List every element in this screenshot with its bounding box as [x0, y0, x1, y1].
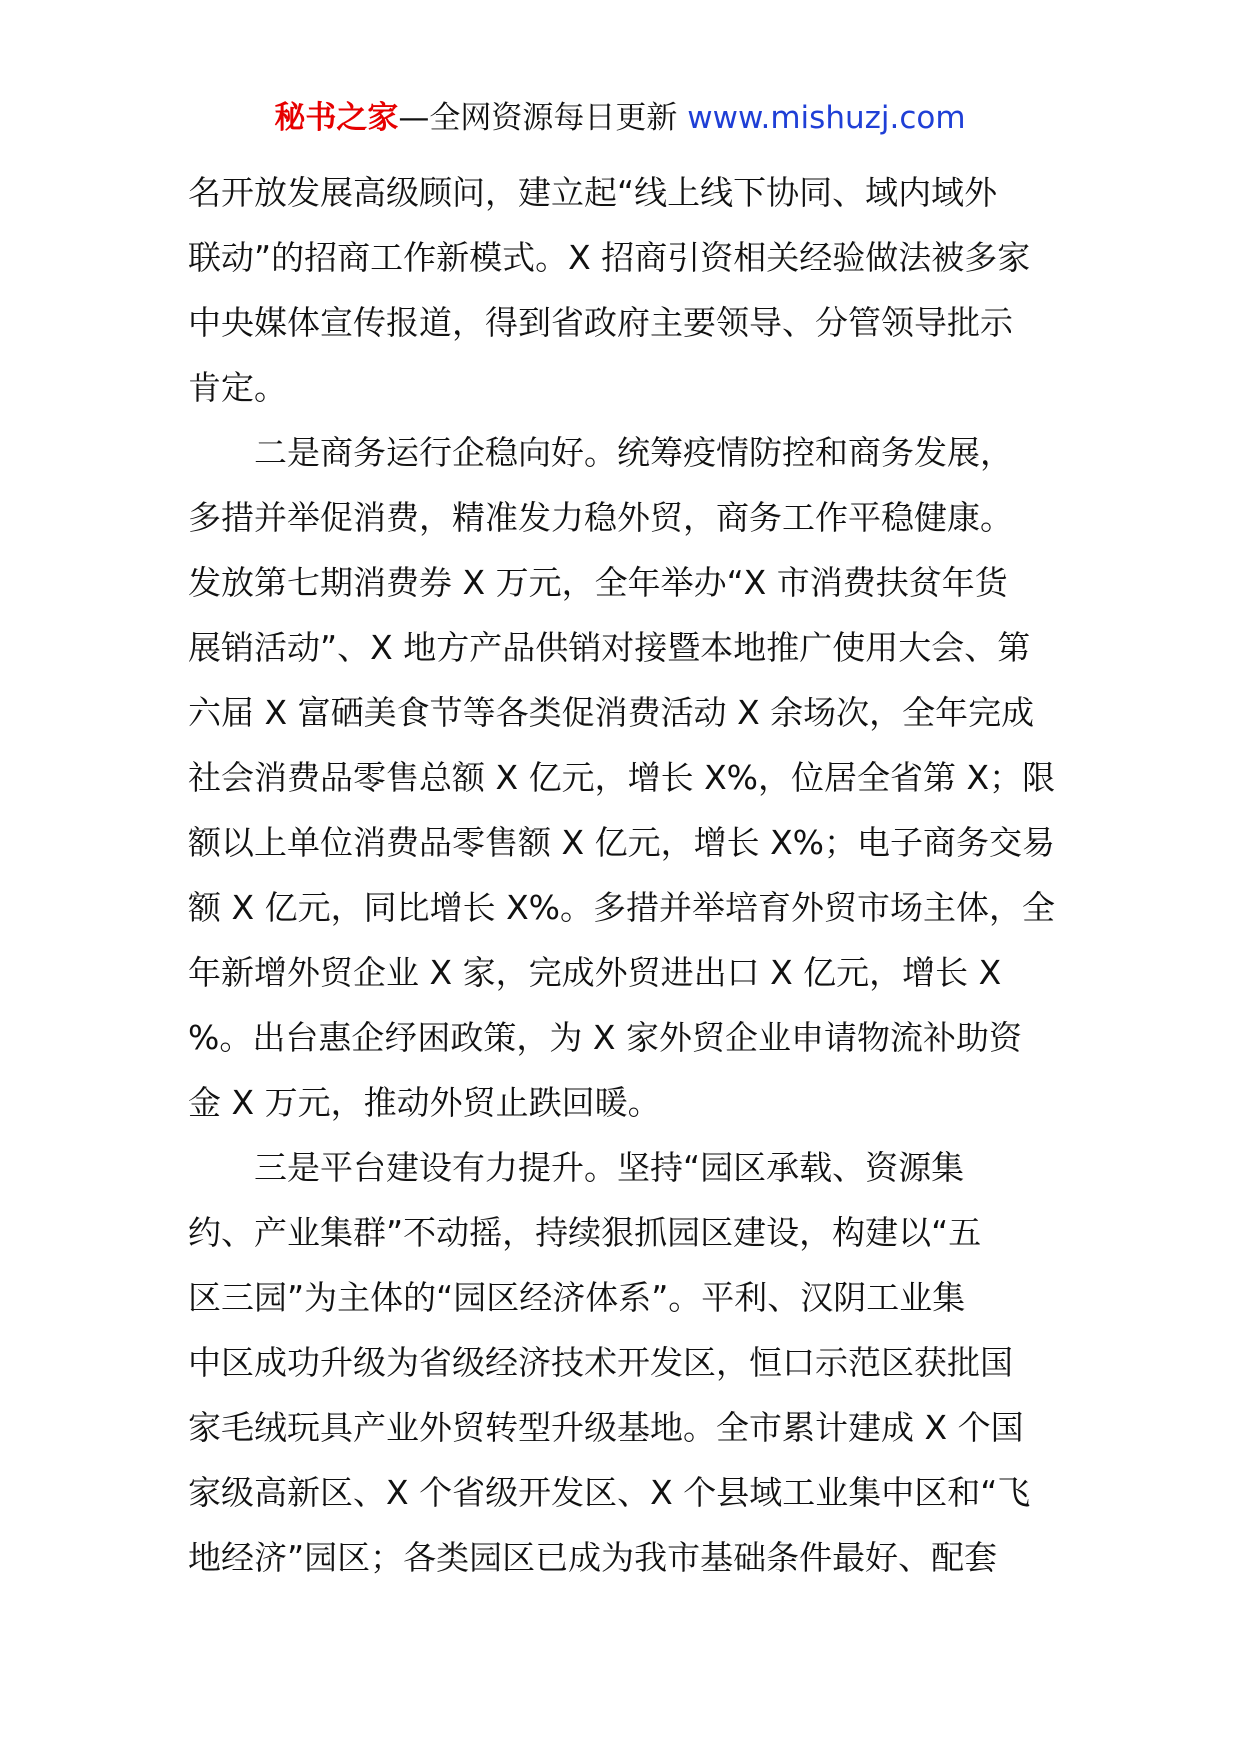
text-line: 联动”的招商工作新模式。X 招商引资相关经验做法被多家 — [188, 238, 1031, 277]
document-body — [188, 160, 1054, 1590]
text-line: 年新增外贸企业 X 家，完成外贸进出口 X 亿元，增长 X — [188, 953, 1002, 992]
text-line: 展销活动”、X 地方产品供销对接暨本地推广使用大会、第 — [188, 628, 1031, 667]
text-line: 六届 X 富硒美食节等各类促消费活动 X 余场次，全年完成 — [188, 693, 1035, 732]
text-line: 名开放发展高级顾问，建立起“线上线下协同、域内域外 — [188, 173, 998, 212]
site-brand: 秘书之家 — [274, 100, 399, 136]
text-line: 肯定。 — [188, 368, 287, 407]
text-line: 地经济”园区；各类园区已成为我市基础条件最好、配套 — [188, 1538, 998, 1577]
text-line: 中区成功升级为省级经济技术开发区，恒口示范区获批国 — [188, 1343, 1013, 1382]
paragraph-heading-line: 二是商务运行企稳向好。统筹疫情防控和商务发展， — [188, 433, 1013, 472]
site-url[interactable]: www.mishuzj.com — [687, 100, 966, 136]
text-line: 约、产业集群”不动摇，持续狠抓园区建设，构建以“五 — [188, 1213, 982, 1252]
text-line: 区三园”为主体的“园区经济体系”。平利、汉阴工业集 — [188, 1278, 966, 1317]
text-line: 家毛绒玩具产业外贸转型升级基地。全市累计建成 X 个国 — [188, 1408, 1024, 1447]
text-line: 家级高新区、X 个省级开发区、X 个县域工业集中区和“飞 — [188, 1473, 1031, 1512]
text-line: 额以上单位消费品零售额 X 亿元，增长 X%；电子商务交易 — [188, 823, 1056, 862]
text-line: 金 X 万元，推动外贸止跌回暖。 — [188, 1083, 661, 1122]
text-line: 发放第七期消费券 X 万元，全年举办“X 市消费扶贫年货 — [188, 563, 1008, 602]
paragraph-heading-line: 三是平台建设有力提升。坚持“园区承载、资源集 — [188, 1148, 965, 1187]
text-line: 多措并举促消费，精准发力稳外贸，商务工作平稳健康。 — [188, 498, 1013, 537]
text-line: 中央媒体宣传报道，得到省政府主要领导、分管领导批示 — [188, 303, 1013, 342]
text-line: 社会消费品零售总额 X 亿元，增长 X%，位居全省第 X；限 — [188, 758, 1056, 797]
text-line: 额 X 亿元，同比增长 X%。多措并举培育外贸市场主体，全 — [188, 888, 1056, 927]
text-line: %。出台惠企纾困政策，为 X 家外贸企业申请物流补助资 — [188, 1018, 1022, 1057]
site-tagline: —全网资源每日更新 — [398, 100, 688, 136]
page-header — [0, 98, 1240, 138]
